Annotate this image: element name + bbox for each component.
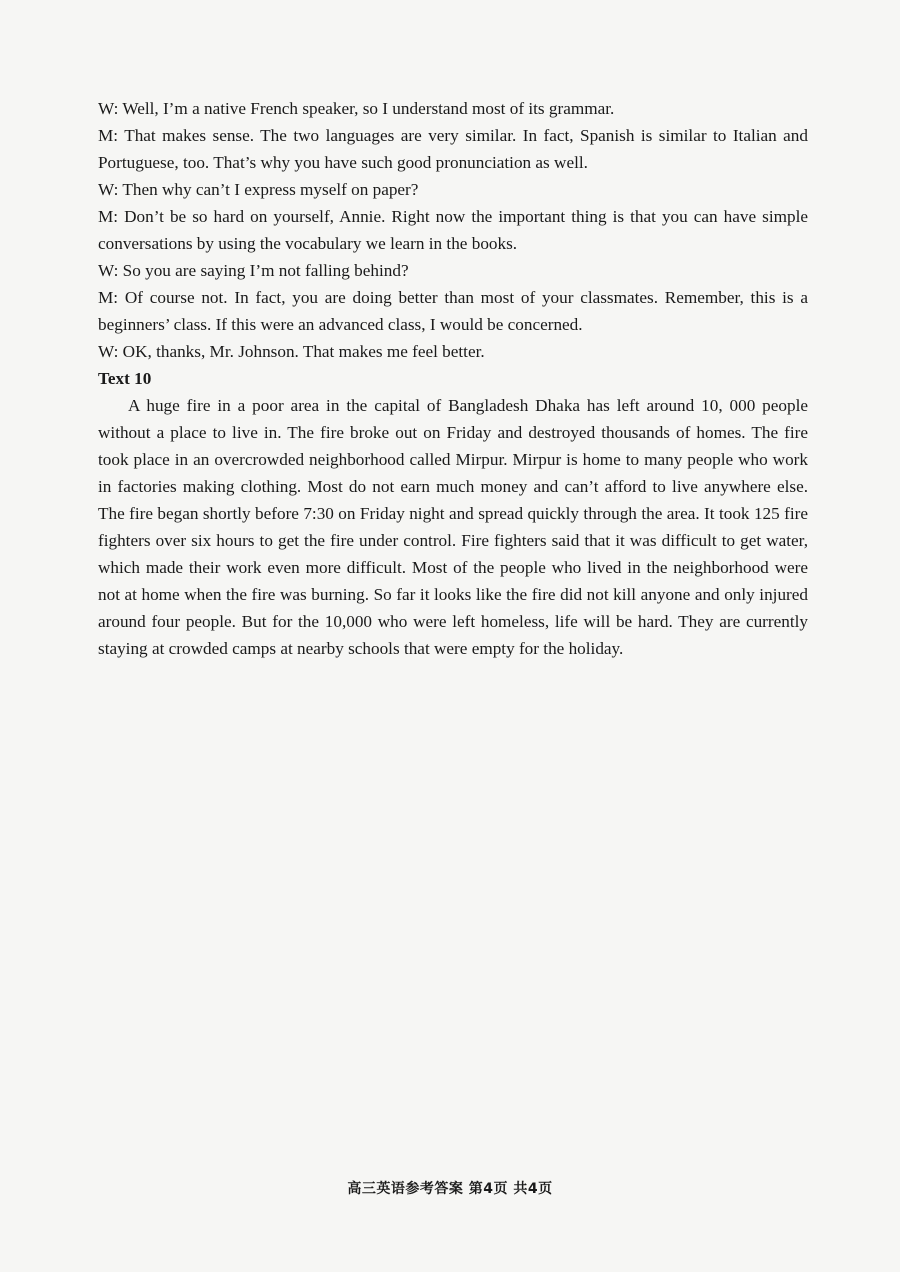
dialogue-line: W: Well, I’m a native French speaker, so I understand most of its grammar.: [98, 99, 615, 118]
page-footer: 高三英语参考答案 第4页 共4页: [347, 1181, 553, 1197]
dialogue-line: W: So you are saying I’m not falling behind?: [98, 261, 409, 280]
document-body: [98, 95, 808, 662]
dialogue-line: M: That makes sense. The two languages are very similar. In fact, Spanish is similar to Italian and Portuguese, too. That’s why you have such good pronunciation as well.: [98, 126, 808, 172]
dialogue-line: M: Don’t be so hard on yourself, Annie. Right now the important thing is that you can have simple conversations by using the vocabulary we learn in the books.: [98, 207, 808, 253]
dialogue-line: M: Of course not. In fact, you are doing better than most of your classmates. Remember, this is a beginners’ class. If this were an advanced class, I would be concerned.: [98, 288, 808, 334]
dialogue-line: W: OK, thanks, Mr. Johnson. That makes me feel better.: [98, 342, 485, 361]
section-heading: Text 10: [98, 369, 152, 388]
dialogue-line: W: Then why can’t I express myself on paper?: [98, 180, 419, 199]
section-paragraph: A huge fire in a poor area in the capital of Bangladesh Dhaka has left around 10, 000 people without a place to live in. The fire broke out on Friday and destroyed thousands of homes. The fire took place in an overcrowded neighborhood called Mirpur. Mirpur is home to many people who work in factories making clothing. Most do not earn much money and can’t afford to live anywhere else. The fire began shortly before 7:30 on Friday night and spread quickly through the area. It took 125 fire fighters over six hours to get the fire under control. Fire fighters said that it was difficult to get water, which made their work even more difficult. Most of the people who lived in the neighborhood were not at home when the fire was burning. So far it looks like the fire did not kill anyone and only injured around four people. But for the 10,000 who were left homeless, life will be hard. They are currently staying at crowded camps at nearby schools that were empty for the holiday.: [98, 396, 808, 658]
